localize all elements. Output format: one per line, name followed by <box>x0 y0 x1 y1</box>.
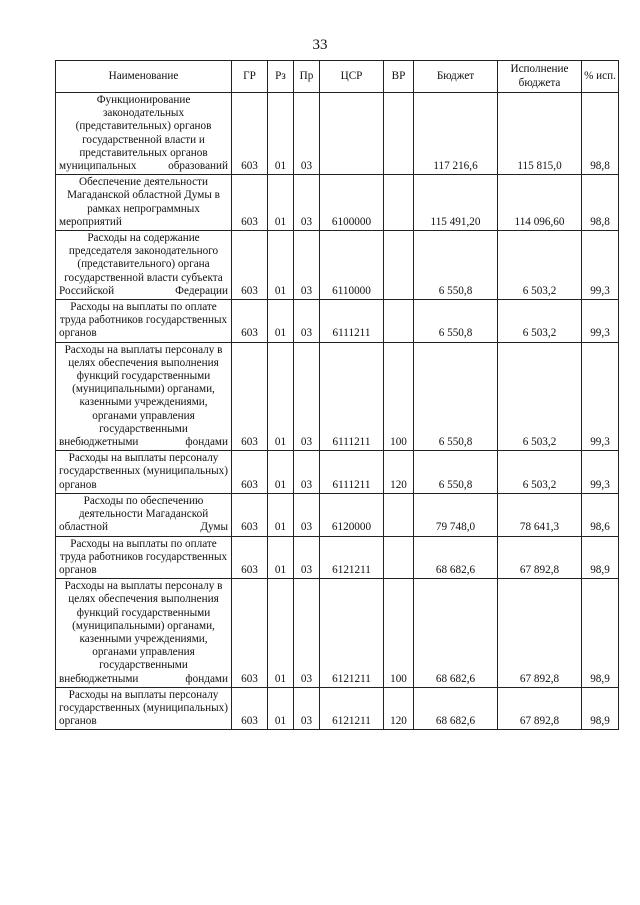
row-rz: 01 <box>268 300 294 343</box>
row-name: Расходы на выплаты персоналу государственных (муниципальных) органов <box>56 687 232 730</box>
row-csr: 6121211 <box>320 687 384 730</box>
row-budget: 68 682,6 <box>414 579 498 688</box>
table-row <box>56 342 619 451</box>
budget-table <box>55 60 619 730</box>
row-execution: 67 892,8 <box>498 687 582 730</box>
header-percent: % исп. <box>582 61 619 93</box>
row-name: Функционирование законодательных (представительных) органов государственной власти и представительных органов муниципальных образований <box>56 93 232 175</box>
row-csr: 6110000 <box>320 231 384 300</box>
row-budget: 6 550,8 <box>414 342 498 451</box>
row-name: Расходы по обеспечению деятельности Магаданской областной Думы <box>56 493 232 536</box>
row-budget: 6 550,8 <box>414 451 498 494</box>
row-rz: 01 <box>268 93 294 175</box>
header-gr: ГР <box>232 61 268 93</box>
row-gr: 603 <box>232 687 268 730</box>
row-execution: 6 503,2 <box>498 231 582 300</box>
table-header-row <box>56 61 619 93</box>
row-rz: 01 <box>268 687 294 730</box>
row-vr <box>384 93 414 175</box>
row-gr: 603 <box>232 342 268 451</box>
row-rz: 01 <box>268 536 294 579</box>
row-vr <box>384 493 414 536</box>
row-name: Расходы на выплаты по оплате труда работников государственных органов <box>56 300 232 343</box>
row-percent: 98,9 <box>582 536 619 579</box>
row-execution: 67 892,8 <box>498 579 582 688</box>
row-percent: 99,3 <box>582 231 619 300</box>
row-rz: 01 <box>268 175 294 231</box>
row-vr: 120 <box>384 451 414 494</box>
row-percent: 99,3 <box>582 342 619 451</box>
row-budget: 68 682,6 <box>414 536 498 579</box>
row-name: Расходы на содержание председателя законодательного (представительного) органа государственной власти субъекта Российской Федерации <box>56 231 232 300</box>
row-csr: 6100000 <box>320 175 384 231</box>
table-row <box>56 300 619 343</box>
row-execution: 78 641,3 <box>498 493 582 536</box>
row-name: Расходы на выплаты персоналу в целях обеспечения выполнения функций государственными (муниципальными) органами, казенными учреждениями, органами управления государственными внебюджетными фондами <box>56 342 232 451</box>
row-gr: 603 <box>232 300 268 343</box>
row-csr: 6120000 <box>320 493 384 536</box>
table-body <box>56 93 619 730</box>
row-gr: 603 <box>232 231 268 300</box>
row-budget: 68 682,6 <box>414 687 498 730</box>
row-percent: 99,3 <box>582 451 619 494</box>
row-pr: 03 <box>294 342 320 451</box>
row-percent: 98,6 <box>582 493 619 536</box>
row-percent: 98,8 <box>582 93 619 175</box>
header-csr: ЦСР <box>320 61 384 93</box>
row-rz: 01 <box>268 451 294 494</box>
row-budget: 79 748,0 <box>414 493 498 536</box>
row-percent: 99,3 <box>582 300 619 343</box>
table-row <box>56 579 619 688</box>
header-budget: Бюджет <box>414 61 498 93</box>
row-csr: 6111211 <box>320 300 384 343</box>
header-pr: Пр <box>294 61 320 93</box>
row-budget: 117 216,6 <box>414 93 498 175</box>
header-name: Наименование <box>56 61 232 93</box>
row-rz: 01 <box>268 579 294 688</box>
row-vr <box>384 536 414 579</box>
row-rz: 01 <box>268 342 294 451</box>
row-name: Расходы на выплаты персоналу в целях обеспечения выполнения функций государственными (муниципальными) органами, казенными учреждениями, органами управления государственными внебюджетными фондами <box>56 579 232 688</box>
row-vr <box>384 231 414 300</box>
row-gr: 603 <box>232 536 268 579</box>
row-gr: 603 <box>232 451 268 494</box>
table-row <box>56 93 619 175</box>
row-csr: 6111211 <box>320 451 384 494</box>
table-row <box>56 493 619 536</box>
row-gr: 603 <box>232 93 268 175</box>
row-csr: 6121211 <box>320 536 384 579</box>
table-row <box>56 231 619 300</box>
header-vr: ВР <box>384 61 414 93</box>
row-execution: 67 892,8 <box>498 536 582 579</box>
row-pr: 03 <box>294 536 320 579</box>
row-csr: 6111211 <box>320 342 384 451</box>
row-pr: 03 <box>294 300 320 343</box>
row-execution: 6 503,2 <box>498 451 582 494</box>
row-vr: 120 <box>384 687 414 730</box>
row-execution: 115 815,0 <box>498 93 582 175</box>
row-vr: 100 <box>384 342 414 451</box>
row-execution: 6 503,2 <box>498 342 582 451</box>
row-execution: 6 503,2 <box>498 300 582 343</box>
row-execution: 114 096,60 <box>498 175 582 231</box>
page-number: 33 <box>312 37 328 53</box>
row-percent: 98,8 <box>582 175 619 231</box>
row-vr <box>384 175 414 231</box>
row-pr: 03 <box>294 231 320 300</box>
row-name: Обеспечение деятельности Магаданской областной Думы в рамках непрограммных мероприятий <box>56 175 232 231</box>
row-pr: 03 <box>294 93 320 175</box>
row-pr: 03 <box>294 579 320 688</box>
row-csr <box>320 93 384 175</box>
header-rz: Рз <box>268 61 294 93</box>
row-name: Расходы на выплаты по оплате труда работников государственных органов <box>56 536 232 579</box>
header-execution: Исполнение бюджета <box>498 61 582 93</box>
table-row <box>56 175 619 231</box>
row-csr: 6121211 <box>320 579 384 688</box>
row-rz: 01 <box>268 493 294 536</box>
row-gr: 603 <box>232 493 268 536</box>
row-vr <box>384 300 414 343</box>
row-budget: 115 491,20 <box>414 175 498 231</box>
row-vr: 100 <box>384 579 414 688</box>
row-gr: 603 <box>232 175 268 231</box>
row-percent: 98,9 <box>582 687 619 730</box>
table-row <box>56 687 619 730</box>
row-pr: 03 <box>294 493 320 536</box>
row-budget: 6 550,8 <box>414 300 498 343</box>
row-gr: 603 <box>232 579 268 688</box>
row-rz: 01 <box>268 231 294 300</box>
row-pr: 03 <box>294 175 320 231</box>
row-budget: 6 550,8 <box>414 231 498 300</box>
row-pr: 03 <box>294 451 320 494</box>
row-name: Расходы на выплаты персоналу государственных (муниципальных) органов <box>56 451 232 494</box>
table-row <box>56 536 619 579</box>
table-row <box>56 451 619 494</box>
row-pr: 03 <box>294 687 320 730</box>
row-percent: 98,9 <box>582 579 619 688</box>
